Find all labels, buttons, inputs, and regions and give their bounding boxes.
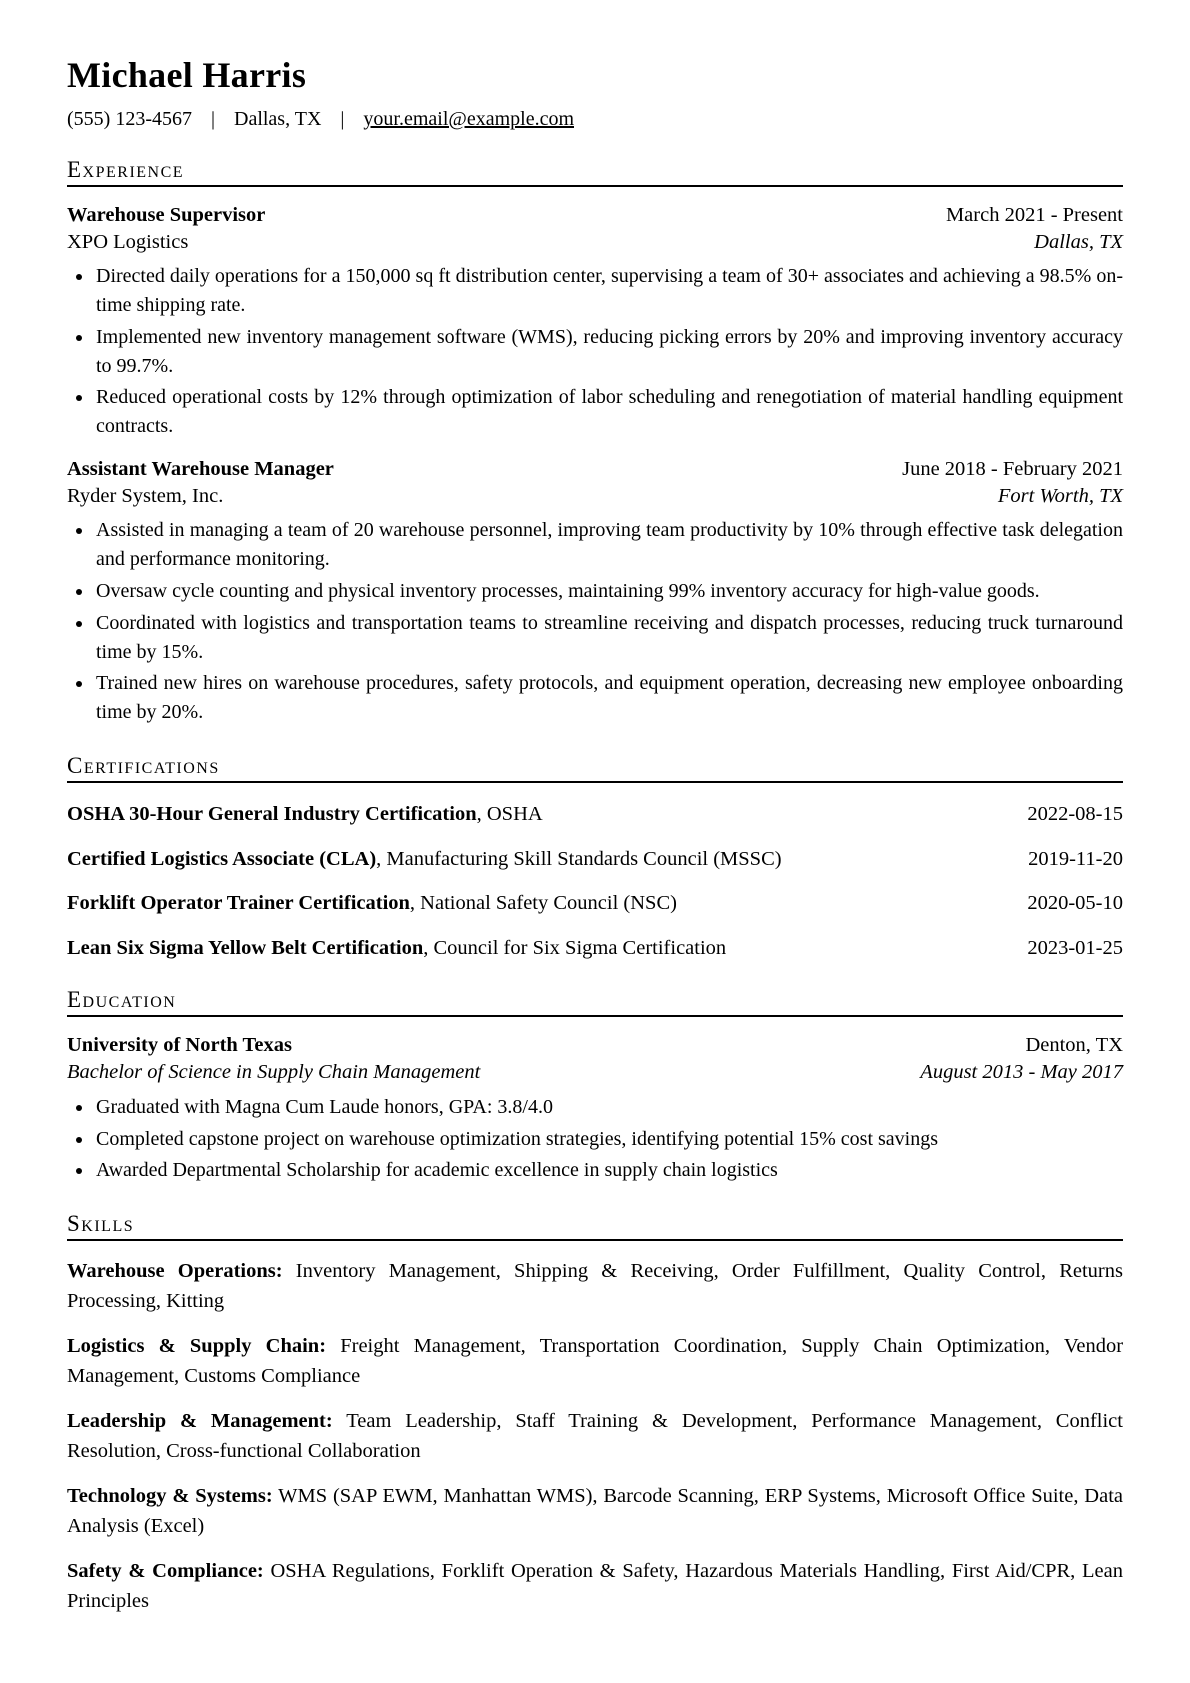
skill-group-label: Leadership & Management: <box>67 1410 333 1433</box>
skill-group <box>67 1482 1123 1541</box>
job-title: Assistant Warehouse Manager <box>67 458 334 481</box>
contact-separator: | <box>340 108 345 130</box>
job-bullet: • Coordinated with logistics and transportation teams to streamline receiving and dispatch processes, reducing truck turnaround time by 15%. <box>94 609 1123 667</box>
experience-entry <box>67 456 1123 727</box>
certification-info <box>67 801 573 828</box>
section-certifications-head <box>67 753 1123 783</box>
entry-title-row <box>67 1032 1123 1059</box>
certification-row <box>67 846 1123 873</box>
skill-group <box>67 1332 1123 1391</box>
job-bullet-list <box>67 516 1123 727</box>
school-location: Denton, TX <box>1025 1034 1123 1057</box>
certification-issuer: Manufacturing Skill Standards Council (MSSC) <box>386 847 782 870</box>
job-bullet: • Oversaw cycle counting and physical inventory processes, maintaining 99% inventory accuracy for high-value goods. <box>94 577 1123 606</box>
certification-date: 2020-05-10 <box>1027 892 1123 915</box>
entry-title-row <box>67 202 1123 229</box>
section-education <box>67 987 1123 1185</box>
skill-group-label: Warehouse Operations: <box>67 1260 283 1283</box>
certification-row <box>67 801 1123 828</box>
job-location: Dallas, TX <box>1034 230 1123 253</box>
email-link[interactable]: your.email@example.com <box>363 108 574 130</box>
certification-date: 2019-11-20 <box>1028 847 1123 870</box>
education-bullet: • Completed capstone project on warehouse optimization strategies, identifying potential 15% cost savings <box>94 1125 1123 1154</box>
phone-number: (555) 123-4567 <box>67 108 192 130</box>
certification-issuer: Council for Six Sigma Certification <box>433 936 727 959</box>
section-title-certifications: Certifications <box>67 752 220 778</box>
certification-issuer: National Safety Council (NSC) <box>420 892 677 915</box>
education-entry <box>67 1032 1123 1185</box>
contact-location: Dallas, TX <box>234 108 322 130</box>
certification-name: Certified Logistics Associate (CLA) <box>67 847 377 870</box>
skill-group-items: Team Leadership, Staff Training & Development, Performance Management, Conflict Resolution, Cross-functional Collaboration <box>67 1410 1123 1462</box>
contact-line <box>67 108 1123 131</box>
certification-name: OSHA 30-Hour General Industry Certification <box>67 802 477 825</box>
skill-group-label: Technology & Systems: <box>67 1485 273 1508</box>
job-bullet: • Reduced operational costs by 12% through optimization of labor scheduling and renegotiation of material handling equipment contracts. <box>94 383 1123 441</box>
skill-group <box>67 1257 1123 1316</box>
skill-group-label: Logistics & Supply Chain: <box>67 1335 327 1358</box>
certification-comma: , <box>476 802 487 825</box>
section-title-skills: Skills <box>67 1211 135 1237</box>
entry-title-row <box>67 456 1123 483</box>
section-title-experience: Experience <box>67 157 185 182</box>
certification-info <box>67 846 812 873</box>
certification-date: 2023-01-25 <box>1027 936 1123 959</box>
entry-sub-row <box>67 483 1123 510</box>
section-title-education: Education <box>67 987 177 1013</box>
person-name: Michael Harris <box>67 55 307 95</box>
section-education-head <box>67 987 1123 1017</box>
experience-entry <box>67 202 1123 441</box>
certification-info <box>67 890 707 917</box>
job-dates: March 2021 - Present <box>945 204 1123 226</box>
certification-row <box>67 935 1123 962</box>
skill-group-label: Safety & Compliance: <box>67 1560 264 1583</box>
certification-comma: , <box>423 936 434 959</box>
skill-group-items: Inventory Management, Shipping & Receiving, Order Fulfillment, Quality Control, Returns Processing, Kitting <box>67 1260 1123 1312</box>
job-location: Fort Worth, TX <box>997 484 1123 507</box>
skill-group-items: Freight Management, Transportation Coordination, Supply Chain Optimization, Vendor Management, Customs Compliance <box>67 1335 1124 1387</box>
degree-name: Bachelor of Science in Supply Chain Management <box>67 1061 481 1084</box>
job-title: Warehouse Supervisor <box>67 204 266 226</box>
job-bullet: • Assisted in managing a team of 20 warehouse personnel, improving team productivity by 10% through effective task delegation and performance monitoring. <box>94 516 1123 574</box>
school-name: University of North Texas <box>67 1034 292 1057</box>
entry-sub-row <box>67 1059 1123 1086</box>
job-dates: June 2018 - February 2021 <box>902 458 1123 481</box>
skill-group <box>67 1407 1123 1466</box>
contact-separator: | <box>210 108 215 130</box>
section-certifications <box>67 753 1123 962</box>
job-bullet: • Implemented new inventory management software (WMS), reducing picking errors by 20% and improving inventory accuracy to 99.7%. <box>94 323 1123 381</box>
skill-group-items: OSHA Regulations, Forklift Operation & Safety, Hazardous Materials Handling, First Aid/CPR, Lean Principles <box>67 1560 1123 1612</box>
entry-sub-row <box>67 229 1123 256</box>
certification-issuer: OSHA <box>486 802 543 825</box>
certification-date: 2022-08-15 <box>1027 802 1123 825</box>
job-company: XPO Logistics <box>67 230 189 253</box>
education-bullet-list <box>67 1093 1123 1185</box>
job-bullet: • Directed daily operations for a 150,000 sq ft distribution center, supervising a team of 30+ associates and achieving a 98.5% on-time shipping rate. <box>94 262 1123 320</box>
certification-info <box>67 935 756 962</box>
certification-row <box>67 890 1123 917</box>
job-bullet: • Trained new hires on warehouse procedures, safety protocols, and equipment operation, decreasing new employee onboarding time by 20%. <box>94 669 1123 727</box>
resume-header <box>67 54 1123 131</box>
section-experience-head <box>67 157 1123 187</box>
section-skills <box>67 1211 1123 1616</box>
section-experience <box>67 157 1123 727</box>
job-bullet-list <box>67 262 1123 441</box>
certification-comma: , <box>409 892 421 915</box>
certification-comma: , <box>376 847 387 870</box>
skill-group-items: WMS (SAP EWM, Manhattan WMS), Barcode Scanning, ERP Systems, Microsoft Office Suite, Data Analysis (Excel) <box>67 1485 1124 1537</box>
education-bullet: • Graduated with Magna Cum Laude honors, GPA: 3.8/4.0 <box>94 1093 1123 1122</box>
education-dates: August 2013 - May 2017 <box>920 1061 1123 1084</box>
certification-name: Lean Six Sigma Yellow Belt Certification <box>67 936 424 959</box>
job-company: Ryder System, Inc. <box>67 484 224 507</box>
section-skills-head <box>67 1211 1123 1241</box>
education-bullet: • Awarded Departmental Scholarship for academic excellence in supply chain logistics <box>94 1156 1123 1185</box>
skill-group <box>67 1557 1123 1616</box>
certification-name: Forklift Operator Trainer Certification <box>67 892 410 915</box>
